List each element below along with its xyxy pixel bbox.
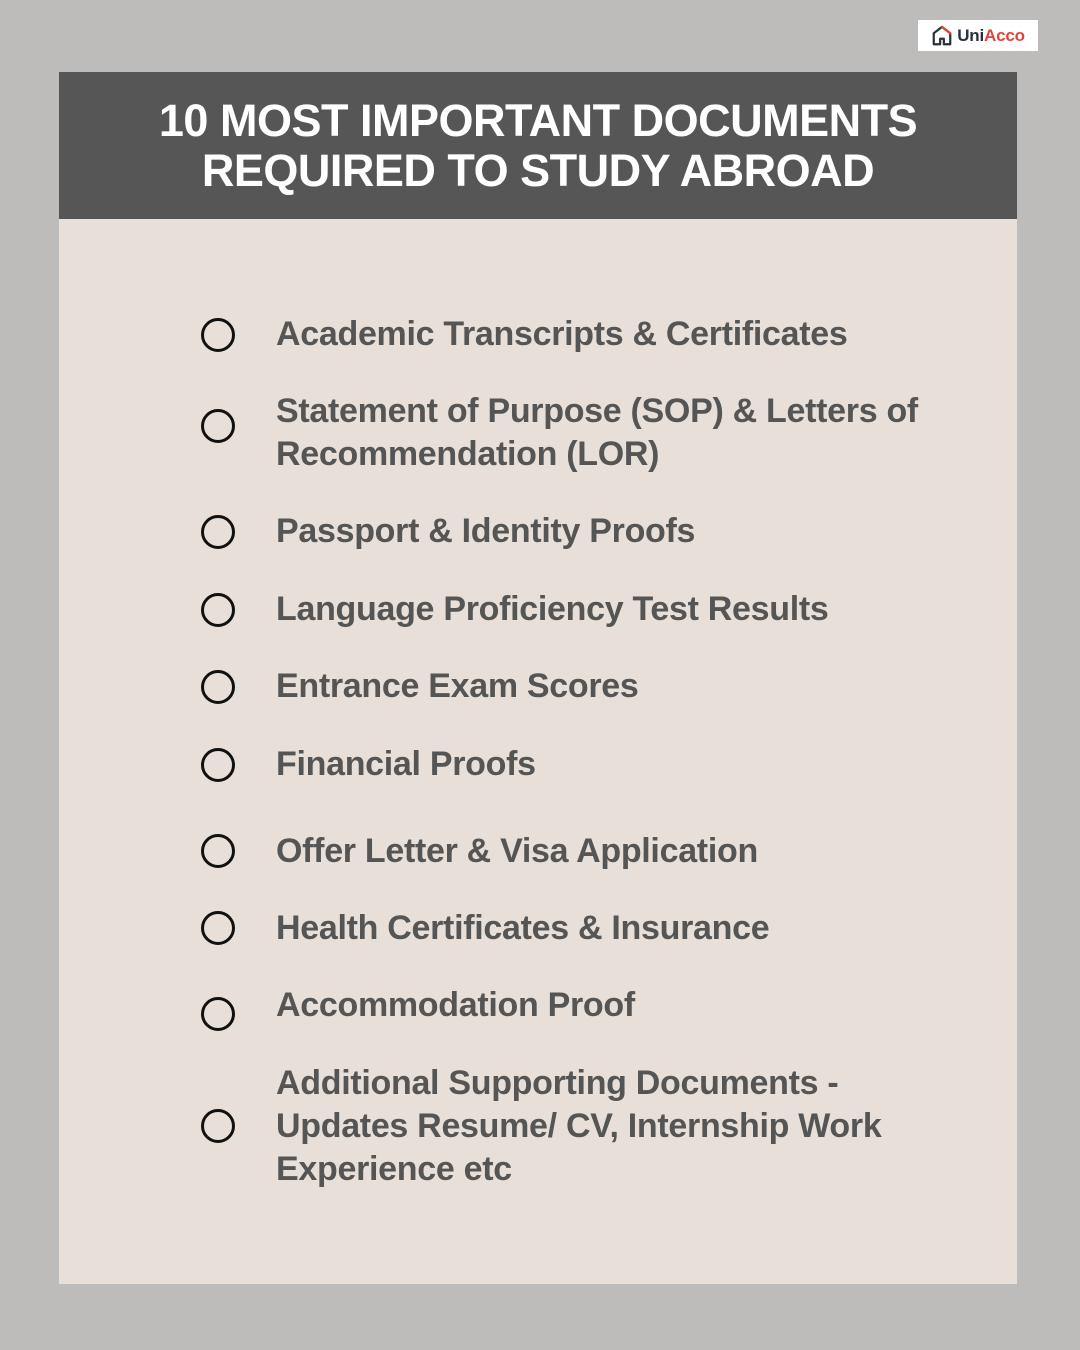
checkbox-circle-icon — [201, 748, 235, 782]
brand-name-part2: Acco — [984, 25, 1025, 45]
house-logo-icon — [931, 25, 953, 47]
checkbox-circle-icon — [201, 409, 235, 443]
card-header — [59, 72, 1017, 219]
brand-name-part1: Uni — [957, 25, 984, 45]
checkbox-circle-icon — [201, 515, 235, 549]
checkbox-circle-icon — [201, 318, 235, 352]
page-title-line1: 10 MOST IMPORTANT DOCUMENTS — [158, 94, 918, 146]
list-item-label: Health Certificates & Insurance — [276, 909, 770, 947]
list-item-label: Language Proficiency Test Results — [276, 590, 829, 628]
checkbox-circle-icon — [201, 593, 235, 627]
list-item-label: Additional Supporting Documents - Updates Resume/ CV, Internship Work Experience etc — [276, 1064, 882, 1188]
list-item-label: Academic Transcripts & Certificates — [276, 315, 848, 353]
brand-name — [957, 26, 1025, 46]
list-item-label: Financial Proofs — [276, 745, 536, 783]
list-item-label: Statement of Purpose (SOP) & Letters of Recommendation (LOR) — [276, 392, 918, 473]
checkbox-circle-icon — [201, 911, 235, 945]
page-title-line2: REQUIRED TO STUDY ABROAD — [201, 144, 875, 196]
page-title — [159, 96, 917, 196]
documents-card — [59, 72, 1017, 1284]
checkbox-circle-icon — [201, 834, 235, 868]
checkbox-circle-icon — [201, 1109, 235, 1143]
brand-logo — [918, 20, 1038, 51]
checkbox-circle-icon — [201, 670, 235, 704]
list-item-label: Entrance Exam Scores — [276, 667, 639, 705]
checkbox-circle-icon — [201, 997, 235, 1031]
list-item-label: Accommodation Proof — [276, 986, 635, 1024]
list-item-label: Offer Letter & Visa Application — [276, 832, 758, 870]
list-item-label: Passport & Identity Proofs — [276, 512, 696, 550]
